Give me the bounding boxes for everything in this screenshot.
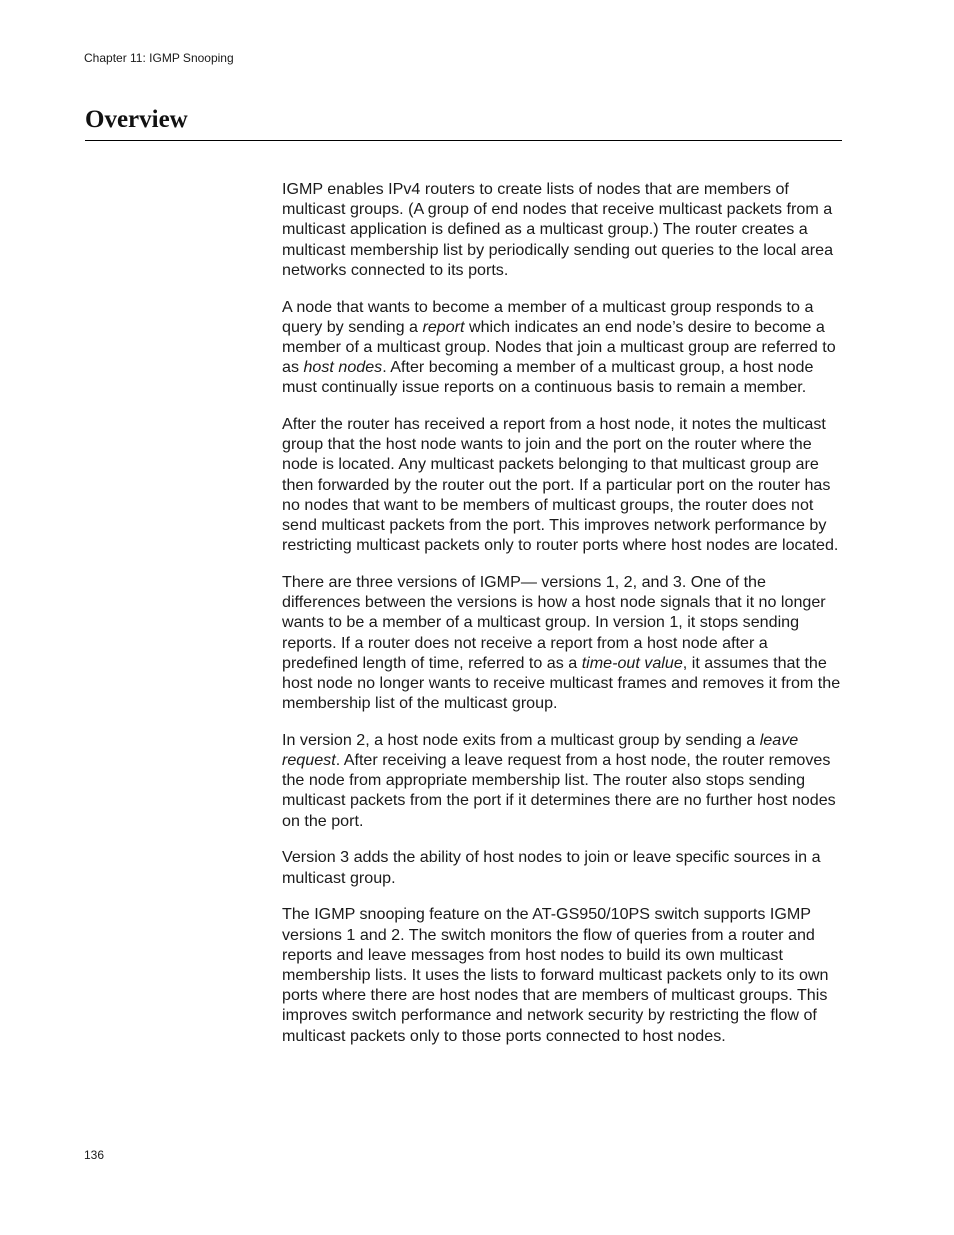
term-leave-request: leave request [282,730,799,770]
chapter-header: Chapter 11: IGMP Snooping [84,51,234,65]
term-report: report [422,317,465,336]
term-host-nodes: host nodes [303,358,383,377]
page-number: 136 [84,1148,105,1162]
paragraph-igmp-intro: IGMP enables IPv4 routers to create lists of nodes that are members of multicast groups. (A group of end nodes that receive multicast packets from a multicast application is defined as a multicast group.) The router creates a multicast membership list by periodically sending out queries to the local area networks connected to its ports. [282,180,834,279]
paragraph-igmp-versions: There are three versions of IGMP— versions 1, 2, and 3. One of the differences between the versions is how a host node signals that it no longer wants to be a member of a multicast group. In version 1, it stops sending reports. If a router does not receive a report from a host node after a predefined length of time, referred to as a time-out value, it assumes that the host node no longer wants to receive multicast frames and removes it from the membership list of the multicast group. [282,572,841,713]
paragraph-version-2: In version 2, a host node exits from a multicast group by sending a leave request. After receiving a leave request from a host node, the router removes the node from appropriate membership list. The router also stops sending multicast packets from the port if it determines there are no further host nodes on the port. [282,730,836,830]
title-rule [85,140,842,141]
paragraph-version-3: Version 3 adds the ability of host nodes to join or leave specific sources in a multicast group. [282,848,821,887]
paragraph-snooping-feature: The IGMP snooping feature on the AT-GS950/10PS switch supports IGMP versions 1 and 2. The switch monitors the flow of queries from a router and reports and leave messages from host nodes to build its own multicast membership lists. It uses the lists to forward multicast packets only to its own ports where there are host nodes that are members of multicast groups. This improves switch performance and network security by restricting the flow of multicast packets only to those ports connected to host nodes. [282,905,829,1045]
paragraph-host-nodes: A node that wants to become a member of a multicast group responds to a query by sending a report which indicates an end node’s desire to become a member of a multicast group. Nodes that join a multicast group are referred to as host nodes. After becoming a member of a multicast group, a host node must continually issue reports on a continuous basis to remain a member. [282,297,836,397]
paragraph-router-forwarding: After the router has received a report from a host node, it notes the multicast group that the host node wants to join and the port on the router where the node is located. Any multicast packets belonging to that multicast group are then forwarded by the router out the port. If a particular port on the router has no nodes that want to be members of multicast groups, the router does not send multicast packets from the port. This improves network performance by restricting multicast packets only to router ports where host nodes are located. [282,415,839,555]
section-title: Overview [85,106,188,133]
term-time-out-value: time-out value [581,653,683,672]
body-text [282,179,842,1062]
